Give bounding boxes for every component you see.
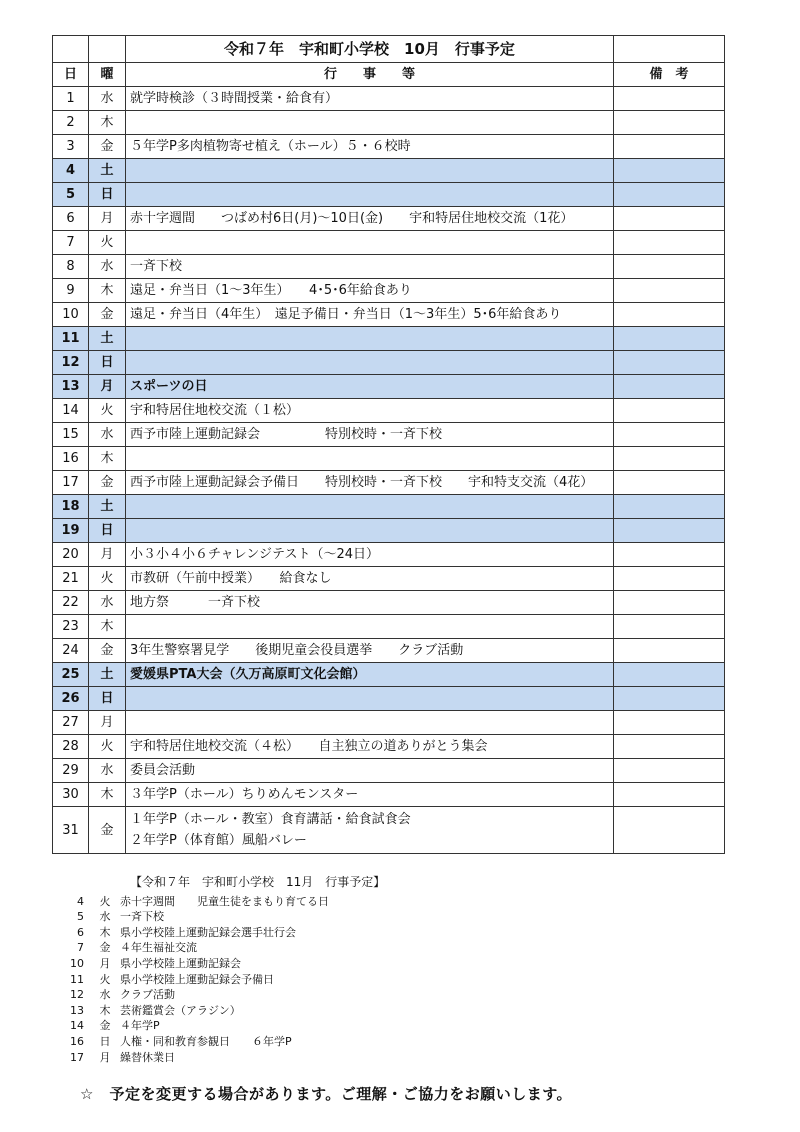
notes-cell (614, 663, 725, 687)
weekday-cell: 火 (89, 399, 126, 423)
event-cell: 地方祭 一斉下校 (126, 591, 614, 615)
header-weekday: 曜 (89, 63, 126, 87)
weekday-cell: 土 (89, 327, 126, 351)
notes-cell (614, 807, 725, 854)
event-cell: 愛媛県PTA大会（久万高原町文化会館） (126, 663, 614, 687)
nov-weekday: 月 (99, 1050, 111, 1064)
notes-cell (614, 351, 725, 375)
list-item (62, 1050, 742, 1066)
event-cell: 就学時検診（３時間授業・給食有） (126, 87, 614, 111)
notes-cell (614, 711, 725, 735)
table-row (53, 783, 725, 807)
header-row (53, 63, 725, 87)
notes-cell (614, 591, 725, 615)
table-row (53, 423, 725, 447)
table-row (53, 807, 725, 854)
notes-cell (614, 471, 725, 495)
notes-cell (614, 783, 725, 807)
day-cell: 14 (53, 399, 89, 423)
weekday-cell: 日 (89, 687, 126, 711)
list-item (62, 1003, 742, 1019)
weekday-cell: 金 (89, 135, 126, 159)
table-row (53, 207, 725, 231)
list-item (62, 972, 742, 988)
nov-day: 13 (70, 1003, 84, 1017)
day-cell: 4 (53, 159, 89, 183)
event-line: １年学P（ホール・教室）食育講話・給食試食会 (130, 812, 411, 827)
nov-weekday: 火 (99, 972, 111, 986)
weekday-cell: 水 (89, 87, 126, 111)
weekday-cell: 金 (89, 807, 126, 854)
table-row (53, 135, 725, 159)
event-cell: 西予市陸上運動記録会予備日 特別校時・一斉下校 宇和特支交流（4花） (126, 471, 614, 495)
weekday-cell: 日 (89, 183, 126, 207)
event-cell: 遠足・弁当日（4年生） 遠足予備日・弁当日（1〜3年生）5･6年給食あり (126, 303, 614, 327)
weekday-cell: 火 (89, 735, 126, 759)
nov-event: 一斉下校 (120, 910, 164, 924)
event-cell (126, 351, 614, 375)
day-cell: 29 (53, 759, 89, 783)
day-cell: 21 (53, 567, 89, 591)
weekday-cell: 金 (89, 639, 126, 663)
notes-cell (614, 303, 725, 327)
schedule-title: 令和７年 宇和町小学校 10月 行事予定 (126, 36, 614, 63)
notes-cell (614, 231, 725, 255)
weekday-cell: 木 (89, 111, 126, 135)
event-cell (126, 327, 614, 351)
table-row (53, 471, 725, 495)
notes-cell (614, 495, 725, 519)
table-row (53, 567, 725, 591)
nov-event: ４年学P (120, 1019, 160, 1033)
nov-day: 5 (77, 910, 84, 924)
list-item (62, 940, 742, 956)
nov-day: 4 (77, 894, 84, 908)
nov-weekday: 火 (99, 894, 111, 908)
weekday-cell: 土 (89, 159, 126, 183)
day-cell: 18 (53, 495, 89, 519)
notes-cell (614, 327, 725, 351)
day-cell: 23 (53, 615, 89, 639)
day-cell: 24 (53, 639, 89, 663)
event-cell (126, 111, 614, 135)
weekday-cell: 金 (89, 303, 126, 327)
header-events: 行 事 等 (126, 63, 614, 87)
table-row (53, 711, 725, 735)
table-row (53, 375, 725, 399)
november-title: 【令和７年 宇和町小学校 11月 行事予定】 (130, 875, 386, 889)
nov-event: ４年生福祉交流 (120, 941, 197, 955)
notes-cell (614, 87, 725, 111)
notes-cell (614, 183, 725, 207)
weekday-cell: 水 (89, 591, 126, 615)
event-cell: 小３小４小６チャレンジテスト（〜24日） (126, 543, 614, 567)
notes-cell (614, 279, 725, 303)
day-cell: 25 (53, 663, 89, 687)
day-cell: 19 (53, 519, 89, 543)
day-cell: 1 (53, 87, 89, 111)
day-cell: 6 (53, 207, 89, 231)
notes-cell (614, 759, 725, 783)
notes-cell (614, 447, 725, 471)
list-item (62, 894, 742, 910)
table-row (53, 663, 725, 687)
notes-cell (614, 567, 725, 591)
october-schedule-table (52, 35, 725, 854)
table-row (53, 87, 725, 111)
list-item (62, 1018, 742, 1034)
weekday-cell: 木 (89, 447, 126, 471)
day-cell: 3 (53, 135, 89, 159)
list-item (62, 987, 742, 1003)
nov-weekday: 水 (99, 910, 111, 924)
weekday-cell: 水 (89, 423, 126, 447)
table-row (53, 639, 725, 663)
event-cell: 委員会活動 (126, 759, 614, 783)
table-row (53, 303, 725, 327)
weekday-cell: 金 (89, 471, 126, 495)
event-cell: 赤十字週間 つばめ村6日(月)〜10日(金) 宇和特居住地校交流（1花） (126, 207, 614, 231)
table-row (53, 183, 725, 207)
weekday-cell: 木 (89, 279, 126, 303)
notes-cell (614, 423, 725, 447)
event-cell (126, 159, 614, 183)
weekday-cell: 月 (89, 375, 126, 399)
nov-day: 16 (70, 1034, 84, 1048)
nov-event: 繰替休業日 (120, 1050, 175, 1064)
table-row (53, 615, 725, 639)
nov-event: 芸術鑑賞会（アラジン） (120, 1003, 241, 1017)
list-item (62, 909, 742, 925)
weekday-cell: 火 (89, 567, 126, 591)
day-cell: 10 (53, 303, 89, 327)
weekday-cell: 日 (89, 519, 126, 543)
nov-weekday: 金 (99, 1019, 111, 1033)
weekday-cell: 土 (89, 663, 126, 687)
nov-event: 県小学校陸上運動記録会 (120, 956, 241, 970)
notes-cell (614, 543, 725, 567)
event-cell: スポーツの日 (126, 375, 614, 399)
event-cell (126, 615, 614, 639)
footer-note: ☆ 予定を変更する場合があります。ご理解・ご協力をお願いします。 (80, 1085, 573, 1103)
event-cell (126, 183, 614, 207)
table-row (53, 759, 725, 783)
notes-cell (614, 111, 725, 135)
nov-day: 7 (77, 941, 84, 955)
day-cell: 22 (53, 591, 89, 615)
nov-event: クラブ活動 (120, 988, 175, 1002)
nov-day: 10 (70, 956, 84, 970)
notes-cell (614, 399, 725, 423)
weekday-cell: 日 (89, 351, 126, 375)
day-cell: 15 (53, 423, 89, 447)
nov-day: 11 (70, 972, 84, 986)
weekday-cell: 木 (89, 783, 126, 807)
nov-weekday: 日 (99, 1034, 111, 1048)
event-cell: 市教研（午前中授業） 給食なし (126, 567, 614, 591)
notes-cell (614, 207, 725, 231)
nov-day: 6 (77, 925, 84, 939)
event-cell: 宇和特居住地校交流（４松） 自主独立の道ありがとう集会 (126, 735, 614, 759)
table-row (53, 519, 725, 543)
table-row (53, 543, 725, 567)
nov-event: 人権・同和教育参観日 ６年学P (120, 1034, 292, 1048)
event-cell (126, 447, 614, 471)
table-row (53, 687, 725, 711)
header-notes: 備 考 (614, 63, 725, 87)
day-cell: 2 (53, 111, 89, 135)
table-row (53, 495, 725, 519)
nov-weekday: 木 (99, 1003, 111, 1017)
day-cell: 5 (53, 183, 89, 207)
list-item (62, 1034, 742, 1050)
day-cell: 7 (53, 231, 89, 255)
table-row (53, 351, 725, 375)
event-cell: ５年学P多肉植物寄せ植え（ホール）５・６校時 (126, 135, 614, 159)
table-row (53, 231, 725, 255)
nov-day: 12 (70, 988, 84, 1002)
event-cell: 一斉下校 (126, 255, 614, 279)
table-row (53, 255, 725, 279)
weekday-cell: 月 (89, 207, 126, 231)
day-cell: 28 (53, 735, 89, 759)
day-cell: 20 (53, 543, 89, 567)
notes-cell (614, 375, 725, 399)
day-cell: 8 (53, 255, 89, 279)
event-cell: 遠足・弁当日（1〜3年生） 4･5･6年給食あり (126, 279, 614, 303)
notes-cell (614, 135, 725, 159)
nov-day: 14 (70, 1019, 84, 1033)
event-cell (126, 231, 614, 255)
weekday-cell: 火 (89, 231, 126, 255)
weekday-cell: 土 (89, 495, 126, 519)
table-row (53, 327, 725, 351)
table-row (53, 111, 725, 135)
nov-event: 県小学校陸上運動記録会予備日 (120, 972, 274, 986)
day-cell: 26 (53, 687, 89, 711)
nov-event: 県小学校陸上運動記録会選手壮行会 (120, 925, 296, 939)
event-cell (126, 687, 614, 711)
event-cell: 3年生警察署見学 後期児童会役員選挙 クラブ活動 (126, 639, 614, 663)
day-cell: 30 (53, 783, 89, 807)
notes-cell (614, 639, 725, 663)
day-cell: 17 (53, 471, 89, 495)
notes-cell (614, 519, 725, 543)
november-list (62, 894, 742, 1066)
november-preview (62, 875, 742, 1065)
nov-weekday: 月 (99, 956, 111, 970)
day-cell: 11 (53, 327, 89, 351)
event-cell: 宇和特居住地校交流（１松） (126, 399, 614, 423)
weekday-cell: 水 (89, 759, 126, 783)
table-row (53, 159, 725, 183)
nov-weekday: 木 (99, 925, 111, 939)
table-row (53, 735, 725, 759)
notes-cell (614, 255, 725, 279)
day-cell: 12 (53, 351, 89, 375)
day-cell: 16 (53, 447, 89, 471)
table-row (53, 279, 725, 303)
notes-cell (614, 159, 725, 183)
list-item (62, 925, 742, 941)
nov-day: 17 (70, 1050, 84, 1064)
notes-cell (614, 687, 725, 711)
event-cell: ３年学P（ホール）ちりめんモンスター (126, 783, 614, 807)
table-row (53, 591, 725, 615)
notes-cell (614, 615, 725, 639)
event-cell (126, 711, 614, 735)
header-day: 日 (53, 63, 89, 87)
table-row (53, 447, 725, 471)
event-cell (126, 807, 614, 854)
event-line: ２年学P（体育館）風船バレー (130, 833, 307, 848)
weekday-cell: 水 (89, 255, 126, 279)
day-cell: 27 (53, 711, 89, 735)
day-cell: 13 (53, 375, 89, 399)
weekday-cell: 月 (89, 711, 126, 735)
weekday-cell: 月 (89, 543, 126, 567)
event-cell (126, 495, 614, 519)
event-cell: 西予市陸上運動記録会 特別校時・一斉下校 (126, 423, 614, 447)
event-cell (126, 519, 614, 543)
list-item (62, 956, 742, 972)
nov-event: 赤十字週間 児童生徒をまもり育てる日 (120, 894, 329, 908)
table-row (53, 399, 725, 423)
notes-cell (614, 735, 725, 759)
weekday-cell: 木 (89, 615, 126, 639)
title-row (53, 36, 725, 63)
day-cell: 9 (53, 279, 89, 303)
nov-weekday: 水 (99, 988, 111, 1002)
day-cell: 31 (53, 807, 89, 854)
nov-weekday: 金 (99, 941, 111, 955)
